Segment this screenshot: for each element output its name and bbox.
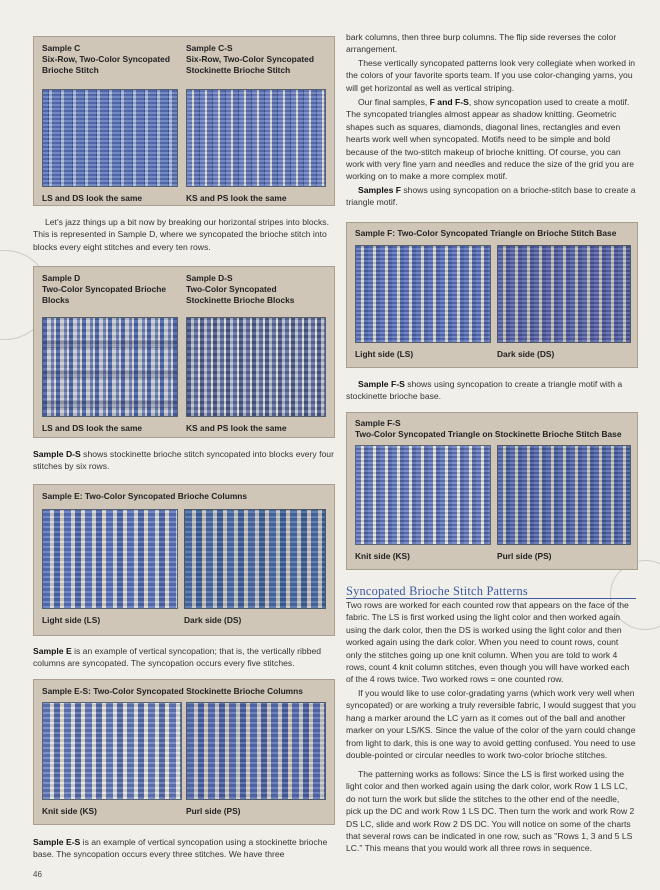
paragraph-sample-e bbox=[33, 645, 335, 670]
paragraph-columns-continued: bark columns, then three burp columns. The flip side reverses the color arrangement. bbox=[346, 32, 617, 55]
sample-es-ks-photo bbox=[42, 702, 182, 800]
paragraph-collegiate: These vertically syncopated patterns look very collegiate when worked in the colors of your favorite sports team. If you use color-changing yarns, you will get horizontal as well as vertical striping. bbox=[346, 58, 636, 93]
final-samples-ref: F and F-S bbox=[429, 97, 469, 107]
sample-d-title bbox=[42, 273, 182, 306]
sample-e-ls-photo bbox=[42, 509, 178, 609]
sample-fs-ps-photo bbox=[497, 445, 631, 545]
section-heading: Syncopated Brioche Stitch Patterns bbox=[346, 584, 528, 598]
sample-f-ls-caption: Light side (LS) bbox=[355, 349, 414, 359]
sample-e-title: Sample E: Two-Color Syncopated Brioche Columns bbox=[42, 491, 248, 501]
sample-ds-caption: KS and PS look the same bbox=[186, 423, 287, 433]
samples-f-desc: shows using syncopation on a brioche-stitch base to create a triangle motif. bbox=[346, 185, 636, 208]
paragraph-sample-ds bbox=[33, 448, 335, 473]
sample-cs-title bbox=[186, 43, 334, 76]
sample-ds-desc: shows stockinette brioche stitch syncopated into blocks every four stitches by six rows. bbox=[33, 449, 334, 472]
samples-f-ref: Samples F bbox=[358, 185, 401, 195]
paragraph-pattern-rows: Two rows are worked for each counted row that appears on the face of the fabric. The LS is first worked using the light color and then worked again using the dark color, then the DS is worked using the light color and then worked again using the dark color. When you need to count rows, count only the stitches going up one knit column. When you are told to work 4 rows, count 4 knit column stitches, even though you will have worked each of the 4 rows twice. Two worked rows = one counted row. bbox=[346, 600, 630, 685]
sample-fs-ps-caption: Purl side (PS) bbox=[497, 551, 552, 561]
sample-es-ps-photo bbox=[186, 702, 326, 800]
sample-fs-title bbox=[355, 418, 635, 440]
sample-ds-title-line: Sample D-S bbox=[186, 273, 233, 283]
sample-c-title-line: Six-Row, Two-Color Syncopated bbox=[42, 54, 170, 64]
sample-ds-title-line: Stockinette Brioche Blocks bbox=[186, 295, 295, 305]
sample-e-box bbox=[33, 484, 335, 636]
sample-fs-ks-caption: Knit side (KS) bbox=[355, 551, 410, 561]
sample-es-desc: is an example of vertical syncopation using a stockinette brioche base. The syncopation occurs every three stitches. We have three bbox=[33, 837, 328, 860]
sample-es-title: Sample E-S: Two-Color Syncopated Stockinette Brioche Columns bbox=[42, 686, 303, 696]
sample-ds-photo bbox=[186, 317, 326, 417]
sample-c-photo bbox=[42, 89, 178, 187]
paragraph-sample-fs bbox=[346, 378, 636, 403]
paragraph-final-samples bbox=[346, 96, 636, 183]
sample-f-ds-photo bbox=[497, 245, 631, 343]
paragraph-sample-es bbox=[33, 836, 335, 861]
final-samples-desc: , show syncopation used to create a motif. The syncopated triangles almost appear as shadow knitting. Geometric shapes such as squares, diamonds, diagonal lines, rectangles and even hearts work well when syncopated. Motifs need to be simple and bold because of the two-stitch makeup of brioche knitting. Of course, you can work with very fine yarn and needles and reduce the size of the grid you are working on to make a more complex motif. bbox=[346, 97, 635, 182]
sample-c-title-line: Sample C bbox=[42, 43, 81, 53]
sample-f-title: Sample F: Two-Color Syncopated Triangle on Brioche Stitch Base bbox=[355, 228, 617, 238]
sample-d-title-line: Sample D bbox=[42, 273, 81, 283]
sample-cs-caption: KS and PS look the same bbox=[186, 193, 287, 203]
page-number: 46 bbox=[33, 870, 42, 879]
sample-e-ds-caption: Dark side (DS) bbox=[184, 615, 242, 625]
sample-fs-box bbox=[346, 412, 638, 570]
sample-fs-ks-photo bbox=[355, 445, 491, 545]
paragraph-samples-f bbox=[346, 184, 636, 209]
sample-d-photo bbox=[42, 317, 178, 417]
paragraph-patterning: The patterning works as follows: Since the LS is first worked using the light color and then worked again using the dark color, work Row 1 LS LC, do not turn the work but slide the stitches to the other end of the needle, pick up the DC and work Row 1 LS DC. Then turn the work and work Row 2 DS LC, slide and work Row 2 DS DC. You will notice on some of the charts that several rows can be indicated in one row, such as "Rows 1, 3 and 5 LS LC." This means that you would work all three rows in sequence. bbox=[346, 769, 635, 854]
sample-c-title-line: Brioche Stitch bbox=[42, 65, 99, 75]
sample-c-box bbox=[33, 36, 335, 206]
sample-c-title bbox=[42, 43, 182, 76]
sample-f-ls-photo bbox=[355, 245, 491, 343]
sample-es-ref: Sample E-S bbox=[33, 837, 81, 847]
sample-cs-photo bbox=[186, 89, 326, 187]
sample-d-caption: LS and DS look the same bbox=[42, 423, 143, 433]
sample-ds-title-line: Two-Color Syncopated bbox=[186, 284, 277, 294]
sample-c-caption: LS and DS look the same bbox=[42, 193, 143, 203]
sample-e-ds-photo bbox=[184, 509, 326, 609]
sample-e-desc: is an example of vertical syncopation; that is, the vertically ribbed columns are syncopated. The syncopation occurs every five stitches. bbox=[33, 646, 322, 669]
sample-d-title-line: Two-Color Syncopated Brioche bbox=[42, 284, 167, 294]
sample-cs-title-line: Six-Row, Two-Color Syncopated bbox=[186, 54, 314, 64]
sample-ds-title bbox=[186, 273, 334, 306]
sample-f-box bbox=[346, 222, 638, 368]
sample-d-box bbox=[33, 266, 335, 438]
sample-d-title-line: Blocks bbox=[42, 295, 70, 305]
paragraph-gradating-yarns: If you would like to use color-gradating yarns (which work very well when syncopated) or are working a truly reversible fabric, I would suggest that you hang a marker around the LC yarn as it comes out of the ball and another marker on your LS/KS. Since the value of the color of the yarn could change from light to dark, this is one way to avoid getting confused. You need to use double-pointed or circular needles to work two-color brioche stitches. bbox=[346, 688, 636, 761]
sample-e-ref: Sample E bbox=[33, 646, 72, 656]
paragraph-blocks-intro: Let's jazz things up a bit now by breaking our horizontal stripes into blocks. This is represented in Sample D, where we syncopated the brioche stitch into blocks every eight stitches and every ten rows. bbox=[33, 217, 329, 252]
sample-es-box bbox=[33, 679, 335, 825]
final-samples-lead: Our final samples, bbox=[358, 97, 430, 107]
sample-fs-title-line: Sample F-S bbox=[355, 418, 401, 428]
sample-fs-desc: shows using syncopation to create a triangle motif with a stockinette brioche base. bbox=[346, 379, 623, 402]
sample-ds-ref: Sample D-S bbox=[33, 449, 81, 459]
sample-e-ls-caption: Light side (LS) bbox=[42, 615, 101, 625]
sample-cs-title-line: Sample C-S bbox=[186, 43, 233, 53]
sample-f-ds-caption: Dark side (DS) bbox=[497, 349, 555, 359]
sample-es-ks-caption: Knit side (KS) bbox=[42, 806, 97, 816]
sample-cs-title-line: Stockinette Brioche Stitch bbox=[186, 65, 291, 75]
sample-fs-title-line: Two-Color Syncopated Triangle on Stockinette Brioche Stitch Base bbox=[355, 429, 622, 439]
sample-es-ps-caption: Purl side (PS) bbox=[186, 806, 241, 816]
sample-fs-ref: Sample F-S bbox=[358, 379, 405, 389]
